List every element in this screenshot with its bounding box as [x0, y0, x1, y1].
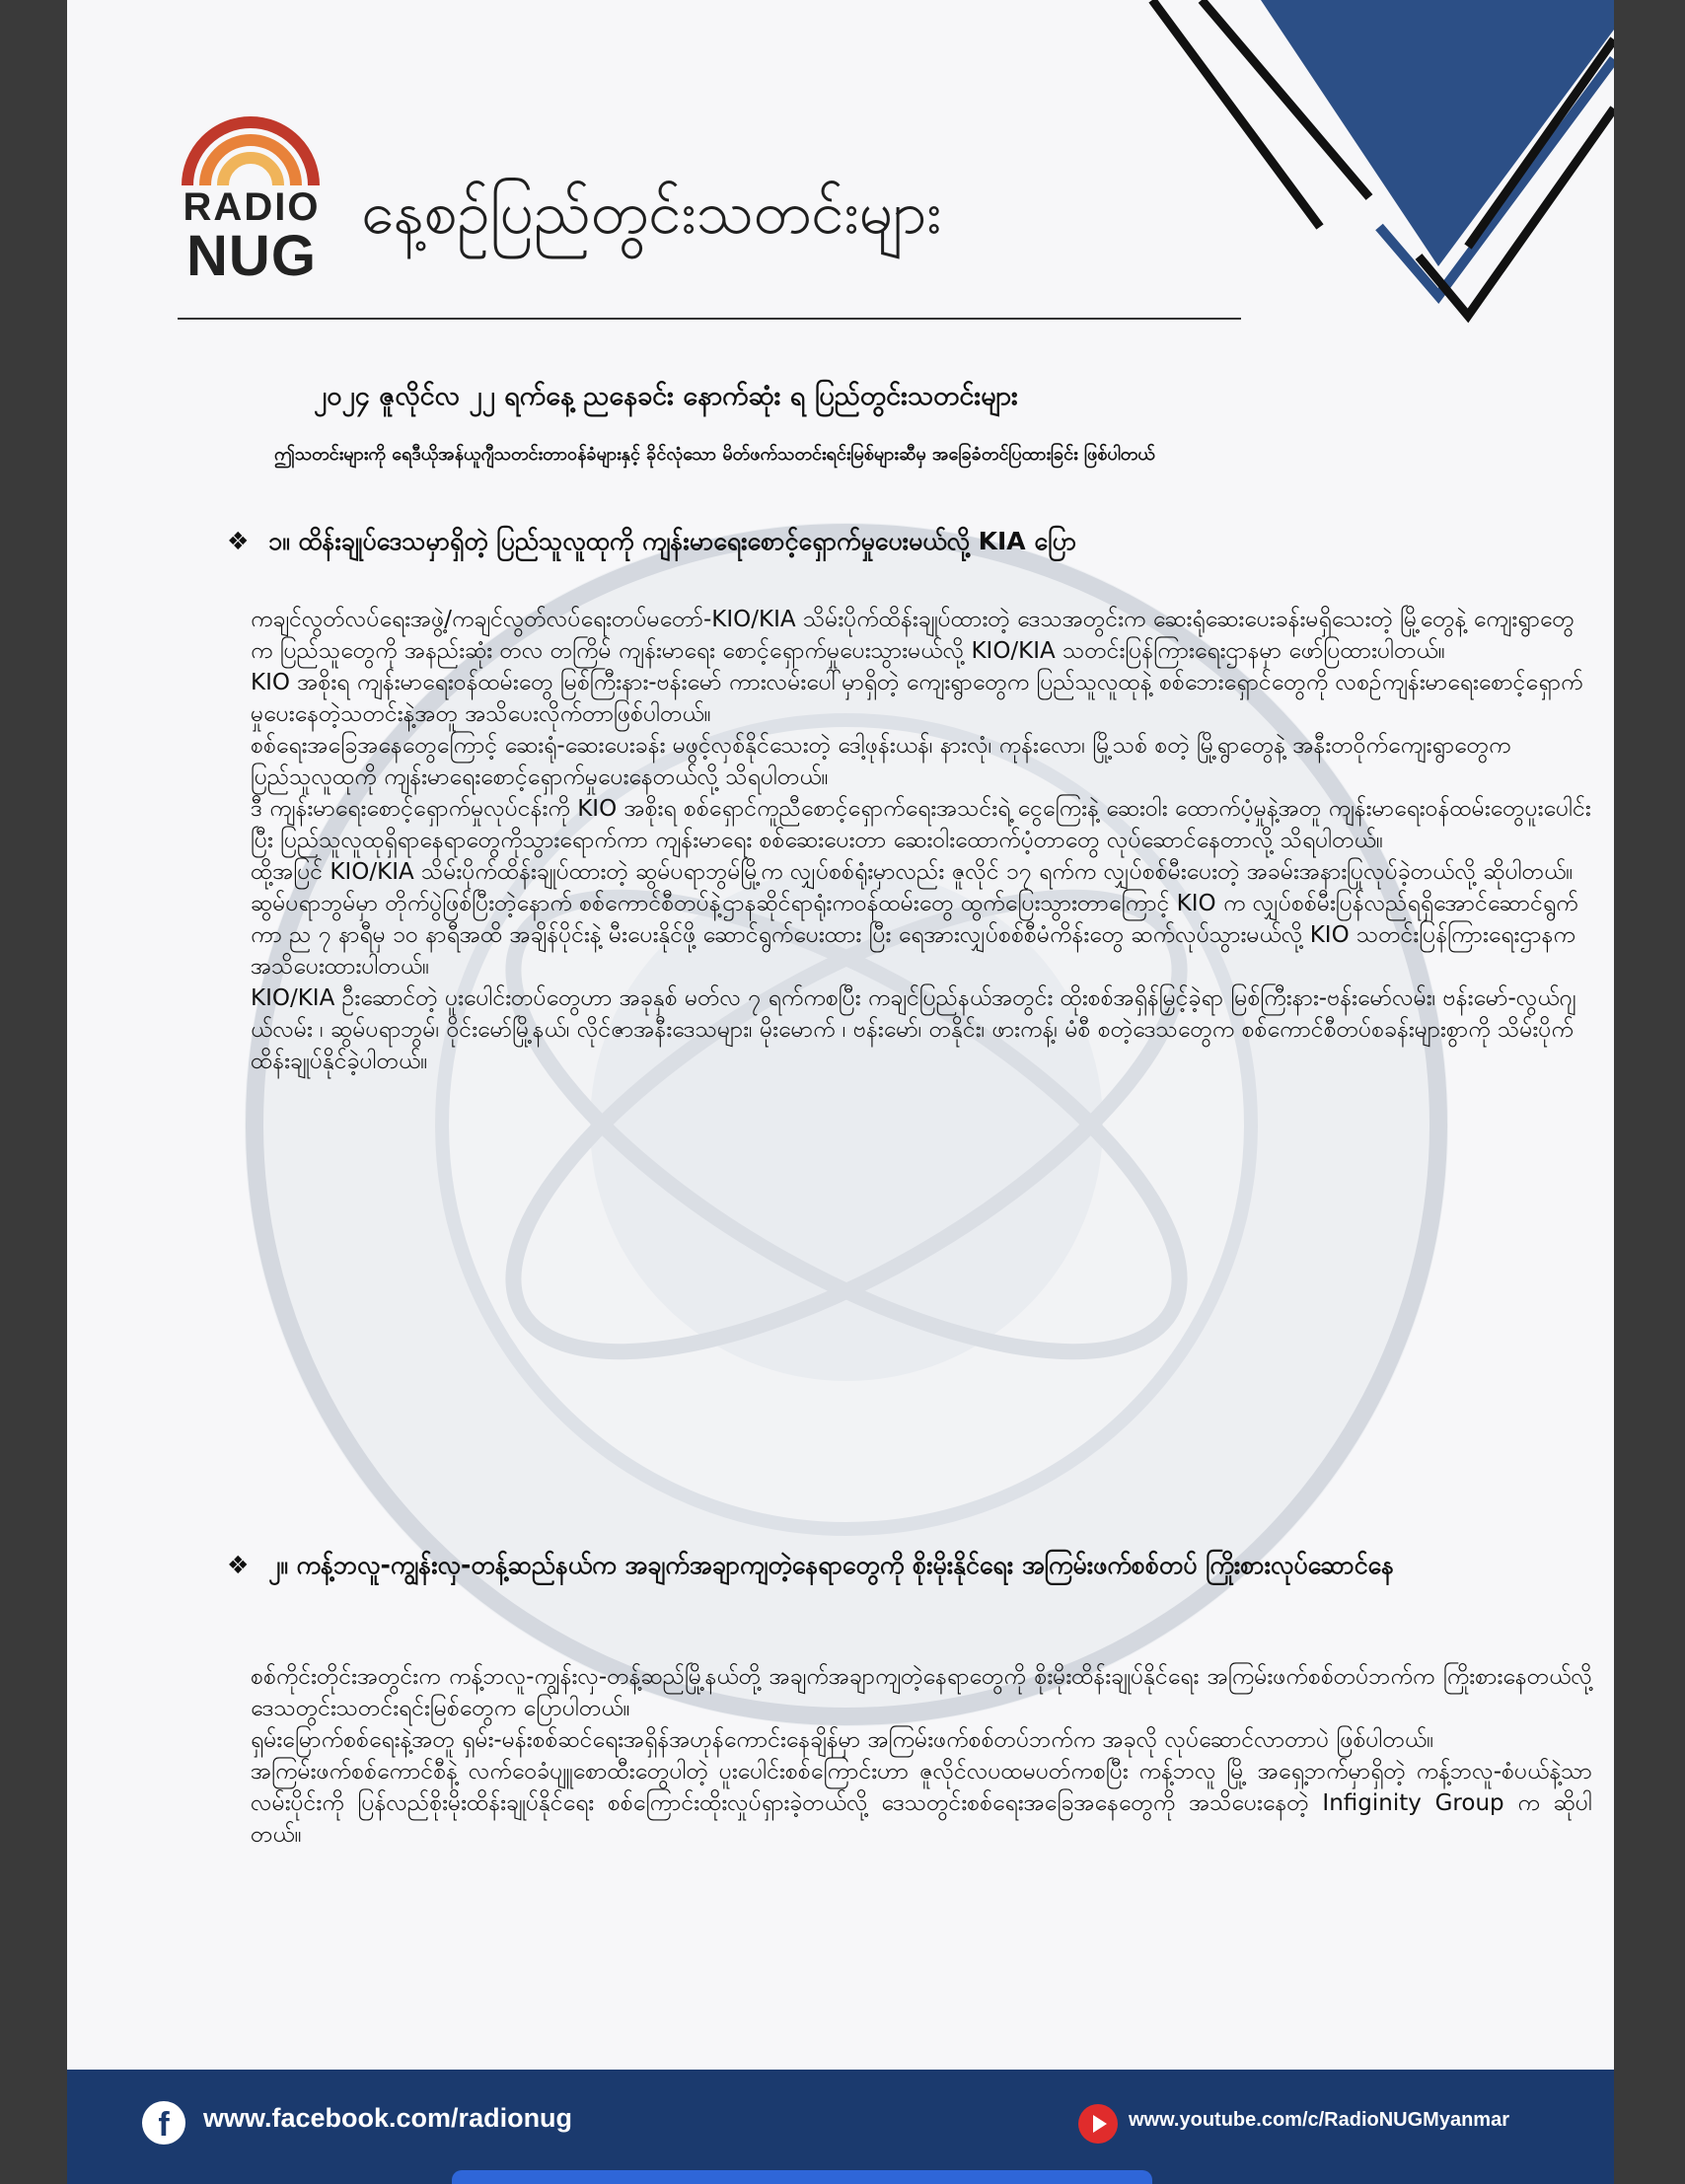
header-divider [178, 318, 1241, 320]
paragraph: KIO အစိုးရ ကျန်းမာရေးဝန်ထမ်းတွေ မြစ်ကြီးနား-ဗန်းမော် ကားလမ်းပေါ်မှာရှိတဲ့ ကျေးရွာတွေက ပြည်သူလူထုနဲ့ စစ်ဘေးရှောင်တွေကို လစဉ်ကျန်းမာရေးစောင့်ရှောက်မှုပေးနေတဲ့သတင်းနဲ့အတူ အသိပေးလိုက်တာဖြစ်ပါတယ်။ [251, 670, 1583, 727]
paragraph: စစ်ရေးအခြေအနေတွေကြောင့် ဆေးရုံ-ဆေးပေးခန်း မဖွင့်လှစ်နိုင်သေးတဲ့ ဒေါ့ဖုန်းယန်၊ နားလုံ၊ ကုန်းလော၊ မြို့သစ် စတဲ့ မြို့ရွာတွေနဲ့ အနီးတဝိုက်ကျေးရွာတွေက ပြည်သူလူထုကို ကျန်းမာရေးစောင့်ရှောက်မှုပေးနေတယ်လို့ သိရပါတယ်။ [251, 733, 1511, 790]
logo-radio-text: RADIO [183, 185, 321, 229]
section-1-title [227, 525, 1608, 558]
diamond-bullet-icon: ❖ [227, 1551, 250, 1579]
youtube-icon[interactable] [1078, 2104, 1118, 2144]
news-page [67, 0, 1614, 2184]
paragraph: ကချင်လွတ်လပ်ရေးအဖွဲ့/ကချင်လွတ်လပ်ရေးတပ်မတော်-KIO/KIA သိမ်းပိုက်ထိန်းချုပ်ထားတဲ့ ဒေသအတွင်းက ဆေးရုံဆေးပေးခန်းမရှိသေးတဲ့ မြို့တွေနဲ့ ကျေးရွာတွေက ပြည်သူတွေကို အနည်းဆုံး တလ တကြိမ် ကျန်းမာရေး စောင့်ရှောက်မှုပေးသွားမယ်လို့ KIO/KIA သတင်းပြန်ကြားရေးဌာနမှာ ဖော်ပြထားပါတယ်။ [251, 607, 1575, 664]
paragraph: စစ်ကိုင်းတိုင်းအတွင်းက ကန့်ဘလူ-ကျွန်းလှ-တန့်ဆည်မြို့နယ်တို့ အချက်အချာကျတဲ့နေရာတွေကို စိုးမိုးထိန်းချုပ်နိုင်ရေး အကြမ်းဖက်စစ်တပ်ဘက်က ကြိုးစားနေတယ်လို့ ဒေသတွင်းသတင်းရင်းမြစ်တွေက ပြောပါတယ်။ [251, 1664, 1592, 1721]
section-2-title [227, 1549, 1608, 1582]
facebook-icon[interactable]: f [142, 2101, 185, 2145]
section-1-body [251, 604, 1592, 1077]
paragraph: ဆွမ်ပရာဘွမ်မှာ တိုက်ပွဲဖြစ်ပြီးတဲ့နောက် စစ်ကောင်စီတပ်နဲ့ဌာနဆိုင်ရာရုံးကဝန်ထမ်းတွေ ထွက်ပြေးသွားတာကြောင့် KIO က လျှပ်စစ်မီးပြန်လည်ရရှိအောင်ဆောင်ရွက်ကာ ည ၇ နာရီမှ ၁၀ နာရီအထိ အချိန်ပိုင်းနဲ့ မီးပေးနိုင်ဖို့ ဆောင်ရွက်ပေးထား ပြီး ရေအားလျှပ်စစ်စီမံကိန်းတွေ ဆက်လုပ်သွားမယ်လို့ KIO သတင်းပြန်ကြားရေးဌာနက အသိပေးထားပါတယ်။ [251, 891, 1578, 980]
masthead-title: နေ့စဉ်ပြည်တွင်းသတင်းများ [361, 179, 942, 248]
logo-nug-text: NUG [186, 224, 317, 288]
youtube-link[interactable]: www.youtube.com/c/RadioNUGMyanmar [1129, 2109, 1509, 2131]
paragraph: ဒီ ကျန်းမာရေးစောင့်ရှောက်မှုလုပ်ငန်းကို KIO အစိုးရ စစ်ရှောင်ကူညီစောင့်ရှောက်ရေးအသင်းရဲ့ ငွေကြေးနဲ့ ဆေးဝါး ထောက်ပံ့မှုနဲ့အတူ ကျန်းမာရေးဝန်ထမ်းတွေပူးပေါင်းပြီး ပြည်သူလူထုရှိရာနေရာတွေကိုသွားရောက်ကာ ကျန်းမာရေး စစ်ဆေးပေးတာ ဆေးဝါးထောက်ပံ့တာတွေ လုပ်ဆောင်နေတာလို့ သိရပါတယ်။ [251, 796, 1591, 853]
decorative-corner-shapes [1142, 0, 1614, 326]
facebook-link[interactable]: www.facebook.com/radionug [203, 2103, 573, 2133]
radio-nug-logo-arcs [182, 109, 320, 187]
paragraph: အကြမ်းဖက်စစ်ကောင်စီနဲ့ လက်ဝေခံပျူစောထီးတွေပါတဲ့ ပူးပေါင်းစစ်ကြောင်းဟာ ဇူလိုင်လပထမပတ်ကစပြီး ကန့်ဘလူ မြို့ အရှေ့ဘက်မှာရှိတဲ့ ကန့်ဘလူ-စံပယ်နဲ့သာလမ်းပိုင်းကို ပြန်လည်စိုးမိုးထိန်းချုပ်နိုင်ရေး စစ်ကြောင်းထိုးလှုပ်ရှားခဲ့တယ်လို့ ဒေသတွင်းစစ်ရေးအခြေအနေတွေကို အသိပေးနေတဲ့ Infiginity Group က ဆိုပါတယ်။ [251, 1759, 1592, 1848]
paragraph: ရှမ်းမြောက်စစ်ရေးနဲ့အတူ ရှမ်း-မန်းစစ်ဆင်ရေးအရှိန်အဟုန်ကောင်းနေချိန်မှာ အကြမ်းဖက်စစ်တပ်ဘက်က အခုလို လုပ်ဆောင်လာတာပဲ ဖြစ်ပါတယ်။ [251, 1727, 1434, 1753]
section-1-title-text: ၁။ ထိန်းချုပ်ဒေသမှာရှိတဲ့ ပြည်သူလူထုကို ကျန်းမာရေးစောင့်ရှောက်မှုပေးမယ်လို့ KIA ပြော [268, 527, 1077, 555]
paragraph: ထို့အပြင် KIO/KIA သိမ်းပိုက်ထိန်းချုပ်ထားတဲ့ ဆွမ်ပရာဘွမ်မြို့က လျှပ်စစ်ရုံးမှာလည်း ဇူလိုင် ၁၇ ရက်က လျှပ်စစ်မီးပေးတဲ့ အခမ်းအနားပြုလုပ်ခဲ့တယ်လို့ ဆိုပါတယ်။ [251, 859, 1574, 885]
paragraph: KIO/KIA ဦးဆောင်တဲ့ ပူးပေါင်းတပ်တွေဟာ အခုနှစ် မတ်လ ၇ ရက်ကစပြီး ကချင်ပြည်နယ်အတွင်း ထိုးစစ်အရှိန်မြှင့်ခဲ့ရာ မြစ်ကြီးနား-ဗန်းမော်လမ်း၊ ဗန်းမော်-လွယ်ဂျယ်လမ်း ၊ ဆွမ်ပရာဘွမ်၊ ဝိုင်းမော်မြို့နယ်၊ လိုင်ဇာအနီးဒေသများ၊ မိုးမောက် ၊ ဗန်းမော်၊ တနိုင်း၊ ဖားကန့်၊ မံစီ စတဲ့ဒေသတွေက စစ်ကောင်စီတပ်စခန်းများစွာကို သိမ်းပိုက်ထိန်းချုပ်နိုင်ခဲ့ပါတယ်။ [251, 985, 1576, 1074]
section-2-title-text: ၂။ ကန့်ဘလူ-ကျွန်းလှ-တန့်ဆည်နယ်က အချက်အချာကျတဲ့နေရာတွေကို စိုးမိုးနိုင်ရေး အကြမ်းဖက်စစ်တပ် ကြိုးစားလုပ်ဆောင်နေ [268, 1551, 1395, 1579]
news-headline: ၂၀၂၄ ဇူလိုင်လ ၂၂ ရက်နေ့ ညနေခင်း နောက်ဆုံး ရ ပြည်တွင်းသတင်းများ [314, 381, 1018, 411]
diamond-bullet-icon: ❖ [227, 527, 250, 555]
section-2-body [251, 1661, 1592, 1851]
bottom-scroll-indicator[interactable] [452, 2170, 1152, 2184]
source-note: ဤသတင်းများကို ရေဒီယိုအန်ယူဂျီသတင်းတာဝန်ခံများနှင့် ခိုင်လုံသော မိတ်ဖက်သတင်းရင်းမြစ်များဆီမှ အခြေခံတင်ပြထားခြင်း ဖြစ်ပါတယ် [274, 444, 1155, 465]
